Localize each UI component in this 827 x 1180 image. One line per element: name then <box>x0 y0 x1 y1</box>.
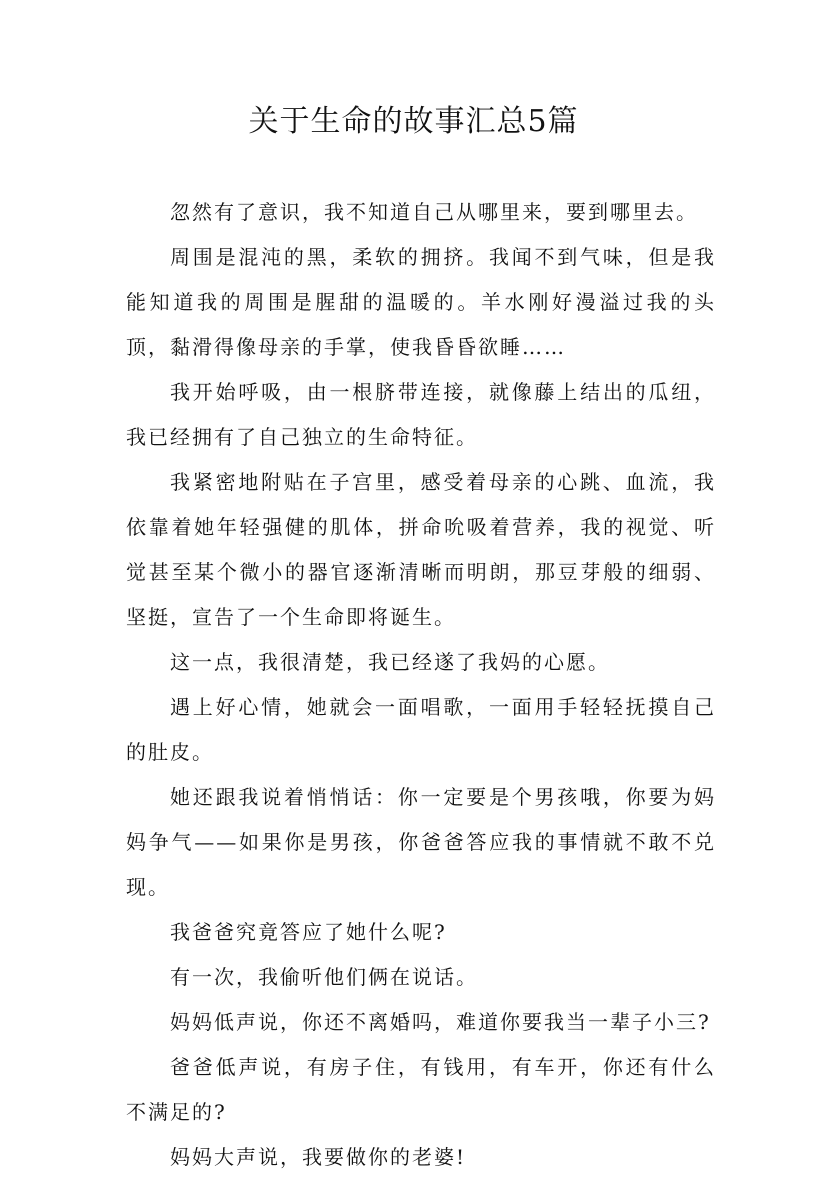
paragraph: 周围是混沌的黑，柔软的拥挤。我闻不到气味，但是我能知道我的周围是腥甜的温暖的。羊水刚好漫溢过我的头顶，黏滑得像母亲的手掌，使我昏昏欲睡…… <box>126 245 716 359</box>
paragraph: 妈妈低声说，你还不离婚吗，难道你要我当一辈子小三? <box>170 1010 711 1034</box>
paragraph: 她还跟我说着悄悄话：你一定要是个男孩哦，你要为妈妈争气——如果你是男孩，你爸爸答应我的事情就不敢不兑现。 <box>126 785 716 899</box>
paragraph: 有一次，我偷听他们俩在说话。 <box>170 965 478 989</box>
paragraph: 忽然有了意识，我不知道自己从哪里来，要到哪里去。 <box>170 200 698 224</box>
paragraph: 我爸爸究竟答应了她什么呢? <box>170 920 447 944</box>
paragraph: 爸爸低声说，有房子住，有钱用，有车开，你还有什么不满足的? <box>126 1055 716 1124</box>
paragraph: 这一点，我很清楚，我已经遂了我妈的心愿。 <box>170 650 610 674</box>
paragraph: 妈妈大声说，我要做你的老婆! <box>170 1145 467 1169</box>
paragraph: 遇上好心情，她就会一面唱歌，一面用手轻轻抚摸自己的肚皮。 <box>126 695 716 764</box>
paragraph: 我开始呼吸，由一根脐带连接，就像藤上结出的瓜纽，我已经拥有了自己独立的生命特征。 <box>126 380 716 449</box>
document-title: 关于生命的故事汇总5篇 <box>248 104 579 139</box>
paragraph: 我紧密地附贴在子宫里，感受着母亲的心跳、血流，我依靠着她年轻强健的肌体，拼命吮吸着营养，我的视觉、听觉甚至某个微小的器官逐渐清晰而明朗，那豆芽般的细弱、坚挺，宣告了一个生命即将诞生。 <box>126 470 716 629</box>
document-body <box>126 190 716 1180</box>
